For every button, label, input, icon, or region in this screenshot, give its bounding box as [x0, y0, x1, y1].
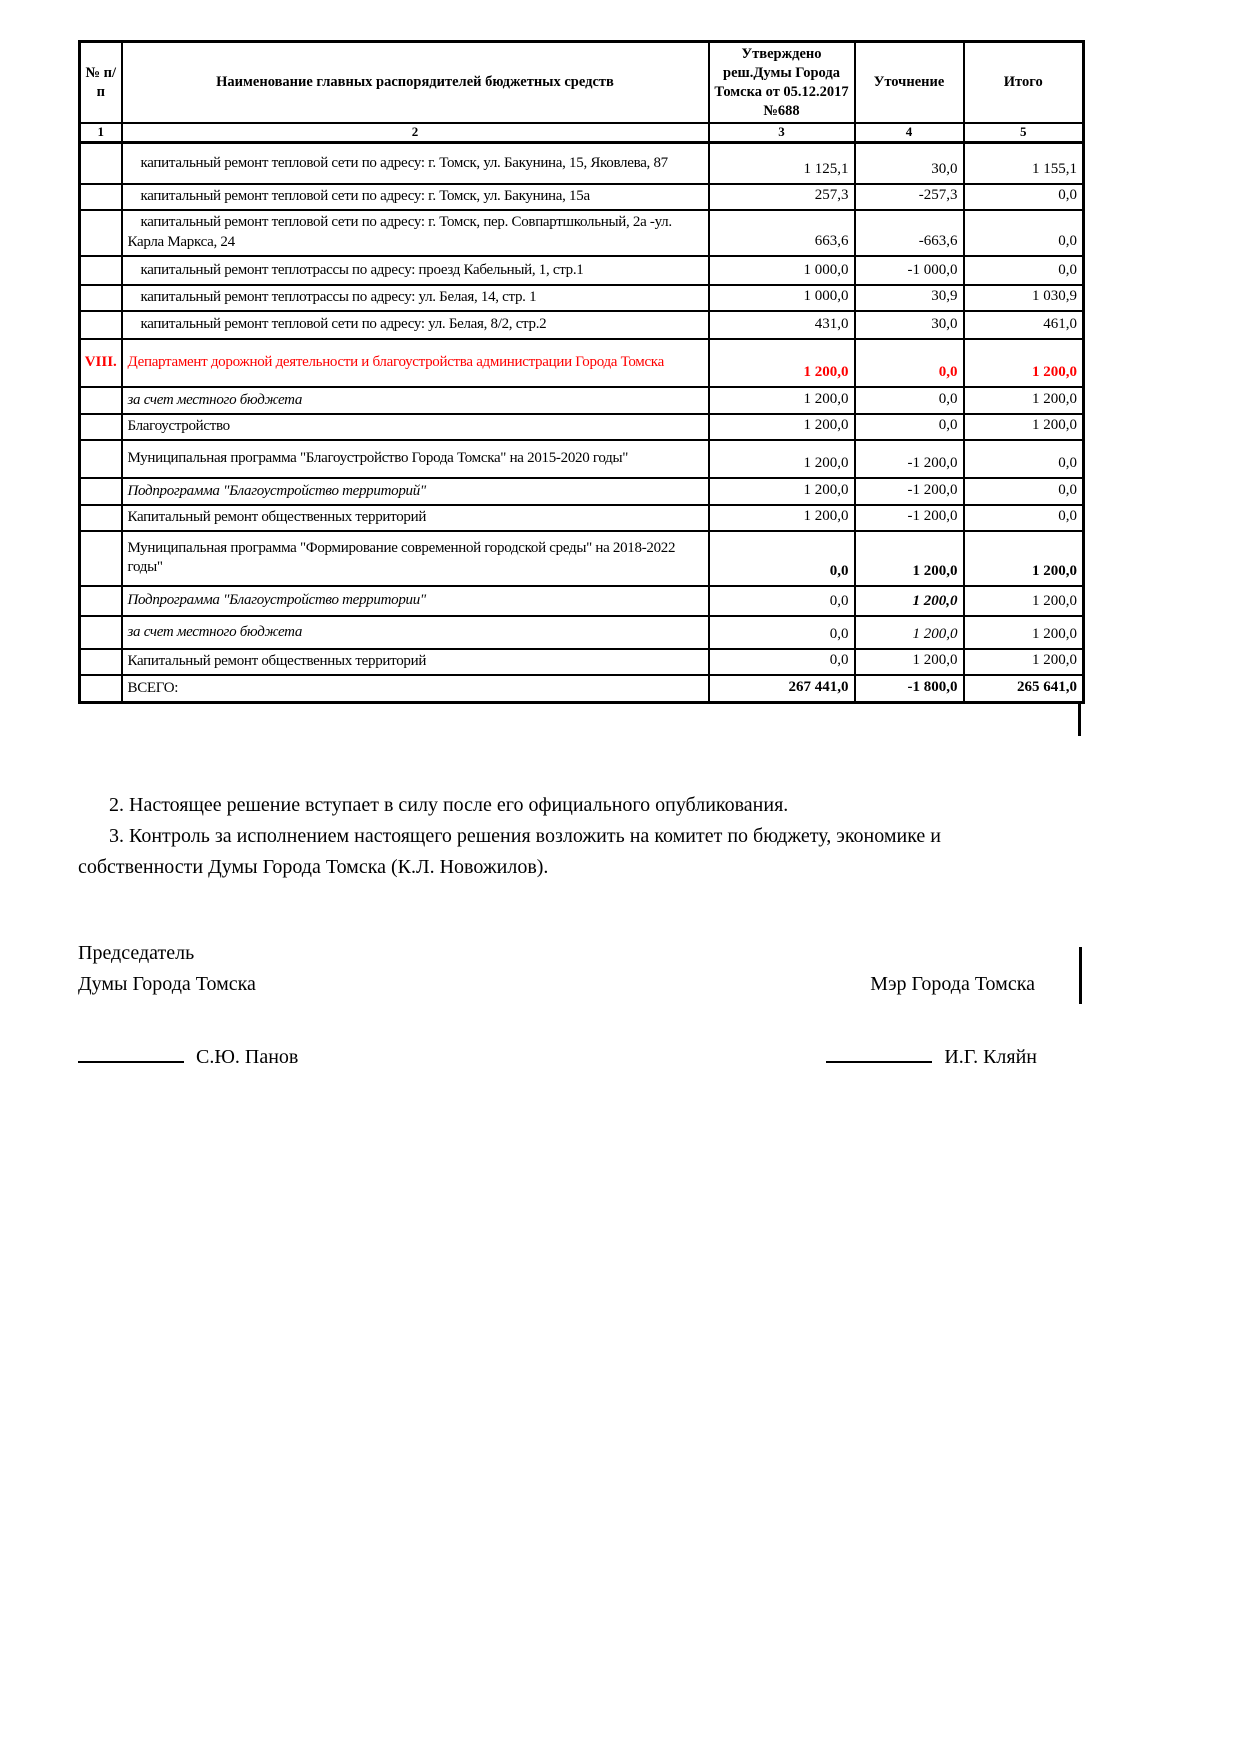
row-value-cell: 1 200,0 [855, 616, 964, 649]
row-value-cell: 1 200,0 [709, 440, 855, 478]
column-number: 2 [122, 123, 709, 142]
row-name-cell: капитальный ремонт тепловой сети по адресу: г. Томск, ул. Бакунина, 15, Яковлева, 87 [122, 143, 709, 184]
header-adjustment: Уточнение [855, 42, 964, 124]
row-value-cell: 431,0 [709, 311, 855, 339]
chairman-name: С.Ю. Панов [196, 1046, 299, 1069]
row-value-cell: 1 000,0 [709, 285, 855, 311]
row-value-cell: 0,0 [709, 531, 855, 586]
row-name-cell: Подпрограмма "Благоустройство территорий" [122, 478, 709, 505]
row-name-cell: ВСЕГО: [122, 675, 709, 703]
table-row [80, 675, 1084, 703]
row-index-cell [80, 649, 122, 675]
row-index-cell [80, 285, 122, 311]
row-value-cell: 1 200,0 [964, 649, 1084, 675]
header-approved: Утверждено реш.Думы Города Томска от 05.12.2017 №688 [709, 42, 855, 124]
row-value-cell: 30,9 [855, 285, 964, 311]
row-index-cell [80, 675, 122, 703]
row-value-cell: 1 200,0 [709, 478, 855, 505]
header-name: Наименование главных распорядителей бюджетных средств [122, 42, 709, 124]
table-row [80, 586, 1084, 616]
table-row [80, 184, 1084, 210]
row-value-cell: -1 800,0 [855, 675, 964, 703]
row-value-cell: 1 125,1 [709, 143, 855, 184]
row-value-cell: 1 030,9 [964, 285, 1084, 311]
document-page [78, 40, 1082, 1072]
row-index-cell [80, 586, 122, 616]
row-value-cell: 1 000,0 [709, 256, 855, 285]
row-name-cell: за счет местного бюджета [122, 616, 709, 649]
table-row [80, 311, 1084, 339]
row-value-cell: 1 200,0 [855, 649, 964, 675]
paragraph-2: 2. Настоящее решение вступает в силу после его официального опубликования. [109, 794, 789, 817]
row-value-cell: 0,0 [964, 184, 1084, 210]
table-row [80, 339, 1084, 387]
page-edge-line [1079, 947, 1082, 1004]
chairman-title-line1: Председатель [78, 942, 195, 965]
table-row [80, 387, 1084, 414]
row-value-cell: 0,0 [964, 440, 1084, 478]
row-value-cell: 1 200,0 [709, 387, 855, 414]
row-value-cell: 1 200,0 [855, 586, 964, 616]
row-value-cell: 1 200,0 [964, 586, 1084, 616]
header-num: № п/п [80, 42, 122, 124]
row-name-cell: Подпрограмма "Благоустройство территории" [122, 586, 709, 616]
chairman-signature [78, 1042, 298, 1072]
signature-lines [78, 1042, 1082, 1072]
row-value-cell: 0,0 [964, 256, 1084, 285]
table-header-row [80, 42, 1084, 124]
row-value-cell: 1 200,0 [964, 414, 1084, 440]
row-value-cell: 265 641,0 [964, 675, 1084, 703]
row-value-cell: 1 200,0 [964, 616, 1084, 649]
paragraph-3: 3. Контроль за исполнением настоящего решения возложить на комитет по бюджету, экономике и собственности Думы Города Томска (К.Л. Новожилов). [78, 825, 942, 879]
table-row [80, 256, 1084, 285]
row-value-cell: 30,0 [855, 311, 964, 339]
table-row [80, 478, 1084, 505]
row-name-cell: капитальный ремонт тепловой сети по адресу: г. Томск, пер. Совпартшкольный, 2а -ул. Карла Маркса, 24 [122, 210, 709, 256]
row-value-cell: 461,0 [964, 311, 1084, 339]
row-value-cell: 1 200,0 [709, 505, 855, 531]
page-edge-line [1078, 704, 1081, 736]
row-index-cell [80, 387, 122, 414]
row-value-cell: -1 200,0 [855, 505, 964, 531]
row-value-cell: 1 200,0 [709, 414, 855, 440]
row-name-cell: Департамент дорожной деятельности и благоустройства администрации Города Томска [122, 339, 709, 387]
table-row [80, 531, 1084, 586]
row-value-cell: -1 200,0 [855, 440, 964, 478]
row-index-cell [80, 184, 122, 210]
row-value-cell: -1 000,0 [855, 256, 964, 285]
table-row [80, 649, 1084, 675]
row-value-cell: -663,6 [855, 210, 964, 256]
row-value-cell: 1 200,0 [964, 387, 1084, 414]
row-name-cell: Капитальный ремонт общественных территорий [122, 649, 709, 675]
row-index-cell [80, 210, 122, 256]
row-value-cell: 1 200,0 [964, 339, 1084, 387]
mayor-title: Мэр Города Томска [870, 973, 1035, 996]
row-value-cell: 0,0 [855, 414, 964, 440]
row-value-cell: 1 155,1 [964, 143, 1084, 184]
row-value-cell: 0,0 [855, 387, 964, 414]
row-value-cell: 267 441,0 [709, 675, 855, 703]
chairman-title [78, 938, 256, 1000]
row-index-cell [80, 616, 122, 649]
signature-titles [78, 938, 1082, 1000]
table-row [80, 616, 1084, 649]
row-value-cell: -257,3 [855, 184, 964, 210]
row-value-cell: 1 200,0 [709, 339, 855, 387]
row-value-cell: -1 200,0 [855, 478, 964, 505]
column-number: 5 [964, 123, 1084, 142]
row-index-cell [80, 531, 122, 586]
header-total: Итого [964, 42, 1084, 124]
row-value-cell: 0,0 [855, 339, 964, 387]
row-value-cell: 0,0 [964, 478, 1084, 505]
row-value-cell: 257,3 [709, 184, 855, 210]
row-name-cell: Капитальный ремонт общественных территорий [122, 505, 709, 531]
signature-rule [78, 1045, 184, 1063]
row-index-cell [80, 143, 122, 184]
row-name-cell: Благоустройство [122, 414, 709, 440]
row-value-cell: 0,0 [709, 616, 855, 649]
row-value-cell: 0,0 [709, 586, 855, 616]
table-row [80, 414, 1084, 440]
row-name-cell: Муниципальная программа "Формирование современной городской среды" на 2018-2022 годы" [122, 531, 709, 586]
table-row [80, 143, 1084, 184]
mayor-signature [826, 1042, 1037, 1072]
row-value-cell: 30,0 [855, 143, 964, 184]
row-name-cell: Муниципальная программа "Благоустройство Города Томска" на 2015-2020 годы" [122, 440, 709, 478]
row-name-cell: капитальный ремонт тепловой сети по адресу: г. Томск, ул. Бакунина, 15а [122, 184, 709, 210]
table-row [80, 440, 1084, 478]
row-value-cell: 0,0 [709, 649, 855, 675]
column-number: 1 [80, 123, 122, 142]
row-value-cell: 0,0 [964, 505, 1084, 531]
row-index-cell [80, 440, 122, 478]
table-row [80, 210, 1084, 256]
signature-rule [826, 1045, 932, 1063]
row-name-cell: капитальный ремонт тепловой сети по адресу: ул. Белая, 8/2, стр.2 [122, 311, 709, 339]
row-index-cell: VIII. [80, 339, 122, 387]
row-value-cell: 0,0 [964, 210, 1084, 256]
row-index-cell [80, 478, 122, 505]
column-number: 4 [855, 123, 964, 142]
chairman-title-line2: Думы Города Томска [78, 973, 256, 996]
row-value-cell: 663,6 [709, 210, 855, 256]
row-value-cell: 1 200,0 [855, 531, 964, 586]
table-row [80, 285, 1084, 311]
column-number-row [80, 123, 1084, 142]
decision-text [78, 790, 993, 883]
budget-table [78, 40, 1085, 704]
table-row [80, 505, 1084, 531]
row-index-cell [80, 505, 122, 531]
row-name-cell: капитальный ремонт теплотрассы по адресу: проезд Кабельный, 1, стр.1 [122, 256, 709, 285]
row-index-cell [80, 256, 122, 285]
row-name-cell: капитальный ремонт теплотрассы по адресу: ул. Белая, 14, стр. 1 [122, 285, 709, 311]
row-value-cell: 1 200,0 [964, 531, 1084, 586]
budget-table-body [80, 143, 1084, 703]
row-index-cell [80, 311, 122, 339]
row-name-cell: за счет местного бюджета [122, 387, 709, 414]
mayor-name: И.Г. Кляйн [944, 1046, 1037, 1069]
row-index-cell [80, 414, 122, 440]
column-number: 3 [709, 123, 855, 142]
